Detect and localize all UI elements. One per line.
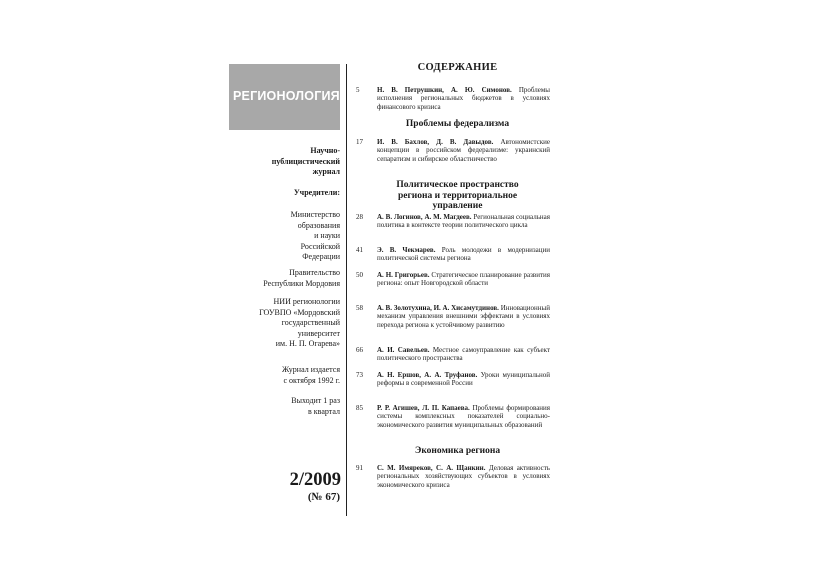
toc-entry-title: Проблемы исполнения региональных бюджетов в условиях финансового кризиса bbox=[377, 86, 550, 111]
journal-title: РЕГИОНОЛОГИЯ bbox=[233, 89, 340, 103]
toc-entry-page: 28 bbox=[356, 213, 363, 221]
founders-label: Учредители: bbox=[293, 188, 340, 197]
toc-entry-authors: А. Н. Ершов, А. А. Труфанов. bbox=[377, 371, 478, 379]
toc-entry-authors: А. В. Логинов, А. М. Магдеев. bbox=[377, 213, 472, 221]
founder-ministry: Министерство образования и науки Российской Федерации bbox=[290, 210, 340, 261]
toc-entry-title: Региональная социальная политика в контексте теории политического цикла bbox=[377, 213, 550, 230]
toc-entry-page: 50 bbox=[356, 271, 363, 279]
section-title-political-space: Политическое пространство региона и территориальное управление bbox=[396, 180, 519, 211]
founder-institute: НИИ регионологии ГОУВПО «Мордовский государственный университет им. Н. П. Огарева» bbox=[259, 297, 340, 348]
toc-entry-authors: А. В. Золотухина, И. А. Хисамутдинов. bbox=[377, 304, 499, 312]
toc-entry-authors: И. В. Бахлов, Д. В. Давыдов. bbox=[377, 138, 494, 146]
section-title-economy: Экономика региона bbox=[414, 446, 501, 456]
toc-entry-title: Автономистские концепции в российском федерализме: украинский сепаратизм и сибирское областничество bbox=[377, 138, 550, 163]
toc-entry-authors: Э. В. Чекмарев. bbox=[377, 246, 436, 254]
issue-total-number: (№ 67) bbox=[307, 491, 340, 503]
issue-number: 2/2009 bbox=[289, 470, 341, 490]
column-divider bbox=[346, 64, 347, 516]
publication-frequency: Выходит 1 раз в квартал bbox=[291, 396, 340, 416]
toc-title: СОДЕРЖАНИЕ bbox=[417, 62, 498, 73]
toc-entry-page: 91 bbox=[356, 464, 363, 472]
toc-entry-page: 73 bbox=[356, 371, 363, 379]
toc-entry-title: Местное самоуправление как субъект политического пространства bbox=[377, 346, 551, 363]
toc-entry-page: 66 bbox=[356, 346, 363, 354]
toc-entry-authors: А. Н. Григорьев. bbox=[377, 271, 430, 279]
toc-entry-page: 41 bbox=[356, 246, 363, 254]
toc-entry-page: 85 bbox=[356, 404, 363, 412]
journal-title-box bbox=[229, 64, 340, 130]
toc-entry-page: 58 bbox=[356, 304, 363, 312]
toc-entry-title: Проблемы формирования системы комплексных показателей социально-экономического развития муниципальных образований bbox=[377, 404, 551, 429]
founder-government: Правительство Республики Мордовия bbox=[263, 268, 340, 288]
toc-entry-page: 17 bbox=[356, 138, 363, 146]
toc-entry-authors: А. И. Савельев. bbox=[377, 346, 430, 354]
toc-entry-title: Деловая активность региональных хозяйствующих субъектов в условиях экономического кризиса bbox=[377, 464, 551, 489]
toc-entry-title: Стратегическое планирование развития региона: опыт Новгородской области bbox=[377, 271, 550, 288]
toc-entry-title: Роль молодежи в модернизации политической системы региона bbox=[377, 246, 550, 263]
journal-subtitle: Научно- публицистический журнал bbox=[271, 146, 340, 176]
toc-entry-authors: Р. Р. Агишев, Л. П. Капаева. bbox=[377, 404, 470, 412]
toc-entry-page: 5 bbox=[356, 86, 360, 94]
section-title-federalism: Проблемы федерализма bbox=[405, 119, 510, 129]
toc-entry-title: Инновационный механизм управления внешними эффектами в условиях перехода региона к устойчивому развитию bbox=[377, 304, 550, 329]
published-since: Журнал издается с октября 1992 г. bbox=[282, 365, 340, 385]
toc-entry-authors: С. М. Имяреков, С. А. Щанкин. bbox=[377, 464, 486, 472]
toc-entry-authors: Н. В. Петрушкин, А. Ю. Симонов. bbox=[377, 86, 512, 94]
toc-entry-title: Уроки муниципальной реформы в современной России bbox=[377, 371, 550, 388]
